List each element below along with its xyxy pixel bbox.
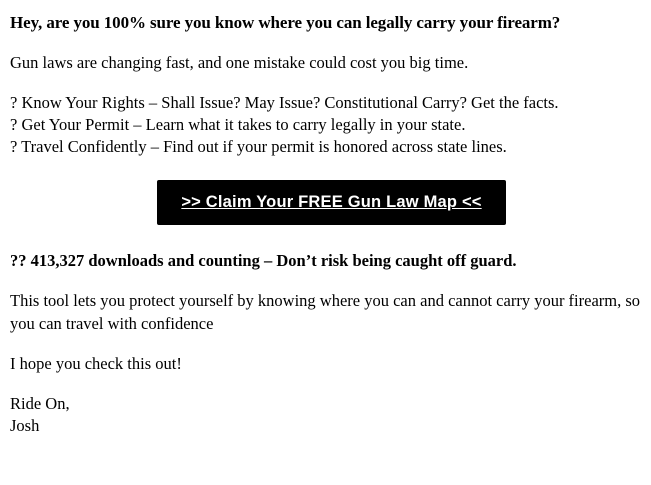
email-headline: Hey, are you 100% sure you know where you can legally carry your firearm? (10, 13, 561, 32)
email-signature (10, 393, 641, 438)
list-item: ? Travel Confidently – Find out if your permit is honored across state lines. (10, 137, 507, 157)
list-item: ? Get Your Permit – Learn what it takes to carry legally in your state. (10, 114, 466, 134)
email-closing-line: I hope you check this out! (10, 353, 182, 373)
signoff-salutation: Ride On, (10, 394, 70, 414)
social-proof-text: ?? 413,327 downloads and counting – Don’t risk being caught off guard. (10, 251, 517, 270)
signoff-name: Josh (10, 416, 40, 436)
list-item: ? Know Your Rights – Shall Issue? May Issue? Constitutional Carry? Get the facts. (10, 92, 559, 112)
benefits-list (10, 92, 641, 159)
email-body-paragraph: This tool lets you protect yourself by knowing where you can and cannot carry your firearm, so you can travel with confidence (10, 291, 641, 333)
claim-free-gun-law-map-button[interactable]: >> Claim Your FREE Gun Law Map << (157, 180, 505, 226)
cta-container (10, 180, 641, 226)
email-intro-paragraph: Gun laws are changing fast, and one mistake could cost you big time. (10, 53, 469, 73)
